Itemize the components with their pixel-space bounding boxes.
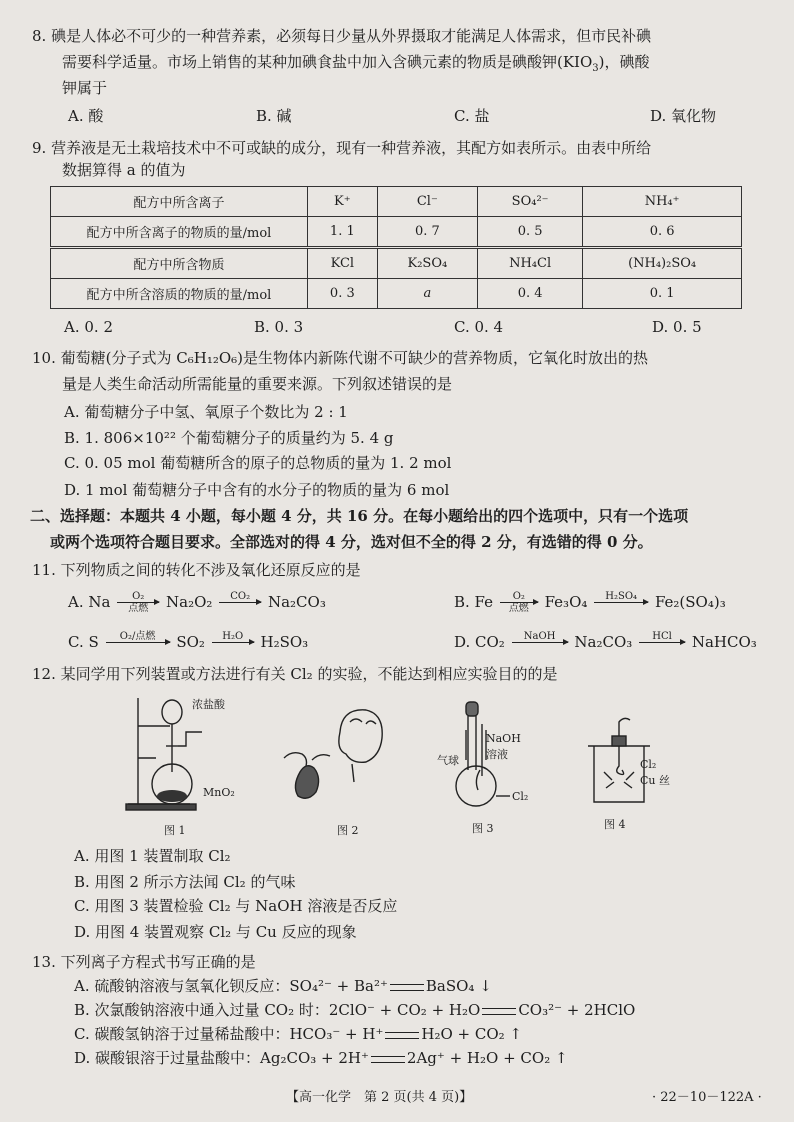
fig2-caption: 图 2 — [337, 824, 359, 837]
q9-line2: 数据算得 a 的值为 — [62, 161, 186, 179]
q13-option-b: B. 次氯酸钠溶液中通入过量 CO₂ 时：2ClO⁻ + CO₂ + H₂O CO₃²⁻ + 2HClO — [74, 1001, 636, 1019]
table-cell: NH₄⁺ — [583, 187, 742, 217]
q9-option-d: D. 0. 5 — [652, 318, 702, 336]
q8-option-c: C. 盐 — [454, 107, 490, 125]
fig4-caption: 图 4 — [604, 818, 626, 831]
section2-line2: 或两个选项符合题目要求。全部选对的得 4 分，选对但不全的得 2 分，有选错的得 0 分。 — [50, 533, 653, 551]
q10-option-d: D. 1 mol 葡萄糖分子中含有的水分子的物质的量为 6 mol — [64, 481, 450, 499]
q9-option-c: C. 0. 4 — [454, 318, 504, 336]
table-cell: 0. 5 — [478, 217, 583, 248]
q8-line2: 需要科学适量。市场上销售的某种加碘食盐中加入含碘元素的物质是碘酸钾$(KIO_3)$，碘酸 — [62, 53, 650, 74]
q11-option-d: D. CO₂ NaOH Na₂CO₃ HCl NaHCO₃ — [454, 632, 757, 654]
equals-sign — [482, 1008, 516, 1015]
q10-option-c: C. 0. 05 mol 葡萄糖所含的原子的总物质的量为 1. 2 mol — [64, 454, 452, 472]
q8-line3: 钾属于 — [62, 79, 108, 97]
q11-option-c: C. S O₂/点燃 SO₂ H₂O H₂SO₃ — [68, 632, 308, 654]
table-row — [51, 248, 742, 279]
table-cell: 0. 4 — [478, 279, 583, 309]
q8-option-d: D. 氧化物 — [650, 107, 717, 125]
fig3-label-solution: 溶液 — [486, 748, 508, 761]
table-cell: K⁺ — [308, 187, 378, 217]
page-footer: 【高一化学 第 2 页(共 4 页)】 — [286, 1090, 473, 1105]
fig4-label-cu-wire: Cu 丝 — [640, 774, 670, 787]
fig4-label-cl2: Cl₂ — [640, 758, 657, 771]
manganese-dioxide-powder — [157, 790, 187, 802]
q9-line1: 9. 营养液是无土栽培技术中不可或缺的成分，现有一种营养液，其配方如表所示。由表中所给 — [32, 139, 652, 157]
table-cell: 0. 6 — [583, 217, 742, 248]
table-cell: NH₄Cl — [478, 248, 583, 279]
equals-sign — [371, 1056, 405, 1063]
table-cell: (NH₄)₂SO₄ — [583, 248, 742, 279]
q13-option-a: A. 硫酸钠溶液与氢氧化钡反应：SO₄²⁻ + Ba²⁺ BaSO₄ ↓ — [74, 977, 492, 995]
table-cell: Cl⁻ — [377, 187, 477, 217]
q8-option-b: B. 碱 — [256, 107, 292, 125]
table-cell: 1. 1 — [308, 217, 378, 248]
reaction-arrow: O₂ 点燃 — [117, 592, 159, 614]
q12-option-a: A. 用图 1 装置制取 Cl₂ — [74, 847, 231, 865]
reaction-arrow: CO₂ — [219, 592, 261, 614]
q9-option-a: A. 0. 2 — [64, 318, 113, 336]
table-row — [51, 217, 742, 248]
fig3-label-balloon: 气球 — [437, 754, 459, 767]
equals-sign — [385, 1032, 419, 1039]
table-cell: KCl — [308, 248, 378, 279]
figure-2-smelling-gas — [270, 702, 390, 812]
q13-stem: 13. 下列离子方程式书写正确的是 — [32, 953, 256, 971]
table-row — [51, 279, 742, 309]
figure-1-chlorine-generator — [120, 692, 260, 812]
q12-option-b: B. 用图 2 所示方法闻 Cl₂ 的气味 — [74, 873, 296, 891]
table-cell: 配方中所含物质 — [51, 248, 308, 279]
table-cell: 0. 7 — [377, 217, 477, 248]
reaction-arrow: O₂ 点燃 — [500, 592, 538, 614]
q9-option-b: B. 0. 3 — [254, 318, 304, 336]
table-cell: SO₄²⁻ — [478, 187, 583, 217]
q11-stem: 11. 下列物质之间的转化不涉及氧化还原反应的是 — [32, 561, 361, 579]
exam-code: · 22－10－122A · — [652, 1090, 762, 1105]
fig3-label-naoh: NaOH — [486, 732, 521, 745]
q10-line2: 量是人类生命活动所需能量的重要来源。下列叙述错误的是 — [62, 375, 453, 393]
section2-line1: 二、选择题：本题共 4 小题，每小题 4 分，共 16 分。在每小题给出的四个选项中，只有一个选项 — [30, 507, 689, 525]
fig3-label-cl2: Cl₂ — [512, 790, 529, 803]
q8-line1: 8. 碘是人体必不可少的一种营养素，必须每日少量从外界摄取才能满足人体需求，但市民补碘 — [32, 27, 652, 45]
q11-option-b: B. Fe O₂ 点燃 Fe₃O₄ H₂SO₄ Fe₂(SO₄)₃ — [454, 591, 726, 614]
reaction-arrow: HCl — [639, 632, 685, 654]
reaction-arrow: H₂O — [212, 632, 254, 654]
recipe-table — [50, 186, 742, 309]
table-row — [51, 187, 742, 217]
table-cell: 0. 1 — [583, 279, 742, 309]
fig1-label-conc-hcl: 浓盐酸 — [192, 698, 225, 711]
q11-option-a: A. Na O₂ 点燃 Na₂O₂ CO₂ Na₂CO₃ — [68, 591, 326, 614]
q13-option-c: C. 碳酸氢钠溶于过量稀盐酸中：HCO₃⁻ + H⁺ H₂O + CO₂ ↑ — [74, 1025, 522, 1043]
q8-option-a: A. 酸 — [68, 107, 104, 125]
table-cell: 配方中所含离子的物质的量/mol — [51, 217, 308, 248]
table-cell: 0. 3 — [308, 279, 378, 309]
q13-option-d: D. 碳酸银溶于过量盐酸中：Ag₂CO₃ + 2H⁺ 2Ag⁺ + H₂O + CO₂ ↑ — [74, 1049, 568, 1067]
equals-sign — [390, 984, 424, 991]
q12-stem: 12. 某同学用下列装置或方法进行有关 Cl₂ 的实验，不能达到相应实验目的的是 — [32, 665, 558, 683]
q10-line1: 10. 葡萄糖(分子式为 C₆H₁₂O₆)是生物体内新陈代谢不可缺少的营养物质，它氧化时放出的热 — [32, 349, 649, 367]
reaction-arrow: O₂/点燃 — [106, 632, 170, 654]
reaction-arrow: NaOH — [512, 632, 568, 654]
q10-option-b: B. 1. 806×10²² 个葡萄糖分子的质量约为 5. 4 g — [64, 429, 394, 447]
table-cell: 配方中所含离子 — [51, 187, 308, 217]
fig1-caption: 图 1 — [164, 824, 186, 837]
fig1-label-mno2: MnO₂ — [203, 786, 235, 799]
table-cell: 配方中所含溶质的物质的量/mol — [51, 279, 308, 309]
table-cell: K₂SO₄ — [377, 248, 477, 279]
reaction-arrow: H₂SO₄ — [594, 592, 648, 614]
fig3-caption: 图 3 — [472, 822, 494, 835]
q12-option-d: D. 用图 4 装置观察 Cl₂ 与 Cu 反应的现象 — [74, 923, 357, 941]
table-cell: a — [377, 279, 477, 309]
q12-option-c: C. 用图 3 装置检验 Cl₂ 与 NaOH 溶液是否反应 — [74, 897, 398, 915]
q10-option-a: A. 葡萄糖分子中氢、氧原子个数比为 2 : 1 — [64, 403, 348, 421]
